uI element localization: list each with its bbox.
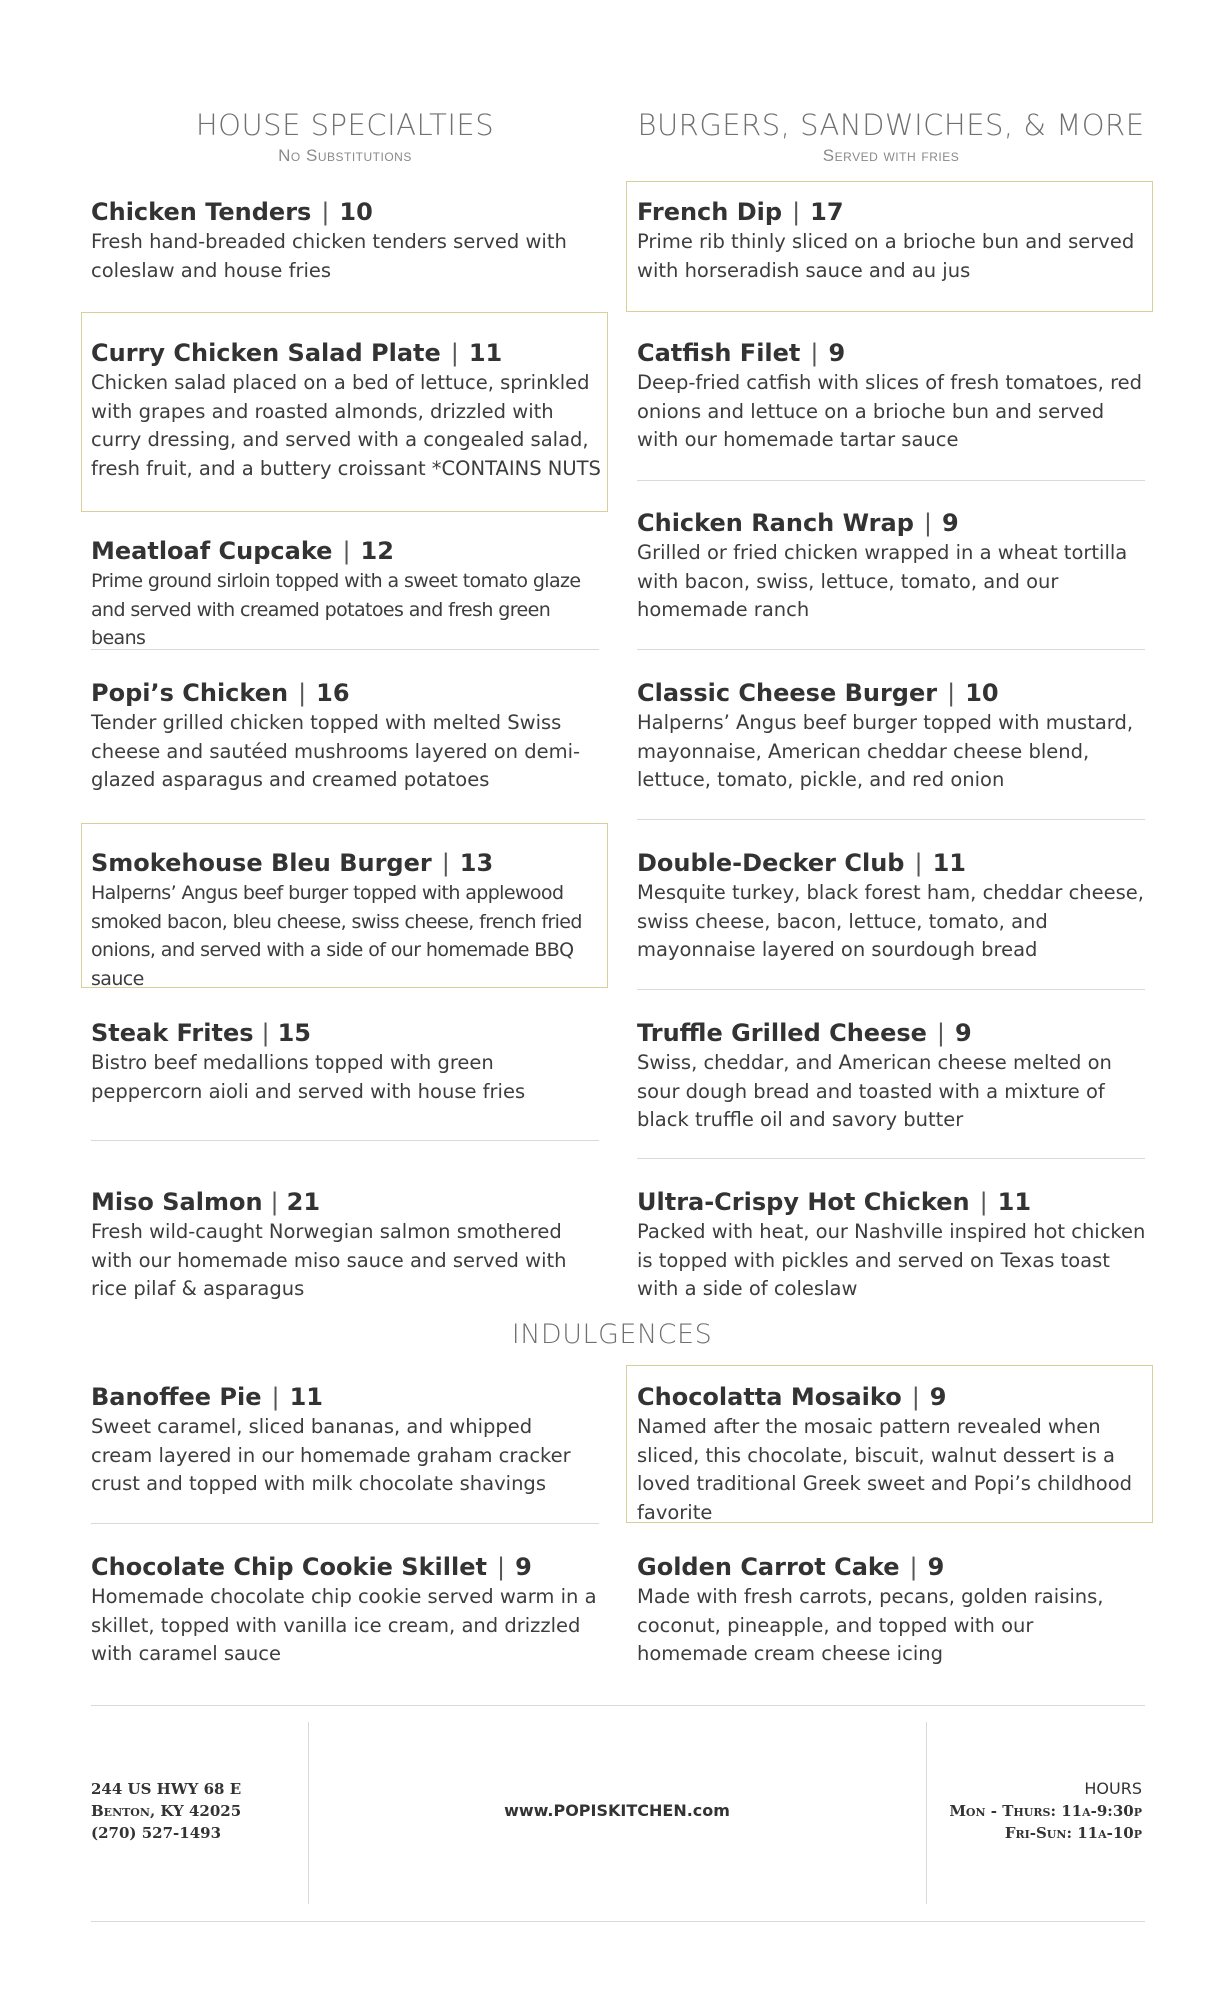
burgers-subtitle: Served with fries [822,146,960,165]
item-description: Halperns’ Angus beef burger topped with applewood smoked bacon, bleu cheese, swiss cheese, french fried onions, and served with a side of our homemade BBQ sauce [91,882,582,990]
hours-weekday: Mon - Thurs: 11a-9:30p [949,1802,1142,1820]
menu-item-ultra-crispy-hot-chicken: Ultra-Crispy Hot Chicken | 11 Packed with heat, our Nashville inspired hot chicken is topped with pickles and served on Texas toast with a side of coleslaw [637,1188,1149,1304]
divider [91,1523,599,1524]
phone-number: (270) 527-1493 [91,1824,222,1842]
item-price: 11 [997,1188,1032,1216]
item-price: 17 [810,198,844,226]
menu-item-smokehouse-bleu-burger: Smokehouse Bleu Burger | 13 Halperns’ Angus beef burger topped with applewood smoked bacon, bleu cheese, swiss cheese, french fried onions, and served with a side of our homemade BBQ sauce [91,849,606,993]
item-description: Swiss, cheddar, and American cheese melted on sour dough bread and toasted with a mixture of black truffle oil and savory butter [637,1051,1112,1131]
address-line-2: Benton, KY 42025 [91,1802,242,1820]
item-price: 9 [927,1553,945,1581]
item-description: Prime rib thinly sliced on a brioche bun and served with horseradish sauce and au jus [637,230,1135,282]
menu-item-chicken-ranch-wrap: Chicken Ranch Wrap | 9 Grilled or fried chicken wrapped in a wheat tortilla with bacon, swiss, lettuce, tomato, and our homemade ranch [637,509,1145,625]
menu-item-chicken-tenders: Chicken Tenders | 10 Fresh hand-breaded chicken tenders served with coleslaw and house fries [91,198,601,285]
item-price: 16 [316,679,350,707]
item-name: Banoffee Pie [91,1383,262,1411]
hours-title: HOURS [1084,1779,1142,1798]
divider [637,480,1145,481]
menu-item-meatloaf-cupcake: Meatloaf Cupcake | 12 Prime ground sirloin topped with a sweet tomato glaze and served with creamed potatoes and fresh green beans [91,537,606,653]
item-name: Miso Salmon [91,1188,263,1216]
item-description: Deep-fried catfish with slices of fresh tomatoes, red onions and lettuce on a brioche bun and served with our homemade tartar sauce [637,371,1143,451]
item-description: Made with fresh carrots, pecans, golden raisins, coconut, pineapple, and topped with our homemade cream cheese icing [637,1585,1104,1665]
item-name: Catfish Filet [637,339,801,367]
website-link[interactable]: www.POPISKITCHEN.com [504,1801,730,1820]
item-name: Smokehouse Bleu Burger [91,849,432,877]
item-description: Packed with heat, our Nashville inspired hot chicken is topped with pickles and served on Texas toast with a side of coleslaw [637,1220,1146,1300]
divider [91,649,599,650]
item-description: Homemade chocolate chip cookie served warm in a skillet, topped with vanilla ice cream, and drizzled with caramel sauce [91,1585,597,1665]
item-description: Sweet caramel, sliced bananas, and whipped cream layered in our homemade graham cracker crust and topped with milk chocolate shavings [91,1415,571,1495]
divider [637,819,1145,820]
menu-item-double-decker-club: Double-Decker Club | 11 Mesquite turkey, black forest ham, cheddar cheese, swiss cheese, bacon, lettuce, tomato, and mayonnaise layered on sourdough bread [637,849,1149,965]
footer-divider-right [926,1722,927,1904]
item-name: Popi’s Chicken [91,679,289,707]
item-name: Classic Cheese Burger [637,679,938,707]
item-description: Grilled or fried chicken wrapped in a wheat tortilla with bacon, swiss, lettuce, tomato, and our homemade ranch [637,541,1128,621]
item-price: 12 [360,537,394,565]
item-description: Mesquite turkey, black forest ham, cheddar cheese, swiss cheese, bacon, lettuce, tomato, and mayonnaise layered on sourdough bread [637,881,1144,961]
divider [637,1158,1145,1159]
item-name: Steak Frites [91,1019,254,1047]
item-name: Chocolatta Mosaiko [637,1383,902,1411]
item-name: French Dip [637,198,783,226]
item-description: Chicken salad placed on a bed of lettuce, sprinkled with grapes and roasted almonds, drizzled with curry dressing, and served with a congealed salad, fresh fruit, and a buttery croissant *CONTAINS NUTS [91,371,601,480]
footer-bottom-rule [91,1921,1145,1922]
footer-address-block [91,1778,241,1844]
house-specialties-title: HOUSE SPECIALTIES [195,108,495,142]
divider [91,1140,599,1141]
divider [637,649,1145,650]
menu-item-french-dip: French Dip | 17 Prime rib thinly sliced on a brioche bun and served with horseradish sauce and au jus [637,198,1149,285]
item-price: 13 [459,849,494,877]
item-price: 10 [965,679,999,707]
item-price: 21 [286,1188,321,1216]
burgers-title: BURGERS, SANDWICHES, & MORE [637,108,1145,142]
menu-item-miso-salmon: Miso Salmon | 21 Fresh wild-caught Norwegian salmon smothered with our homemade miso sauce and served with rice pilaf & asparagus [91,1188,599,1304]
divider [637,989,1145,990]
item-price: 9 [941,509,959,537]
item-price: 11 [468,339,503,367]
address-line-1: 244 US HWY 68 E [91,1780,242,1798]
menu-item-truffle-grilled-cheese: Truffle Grilled Cheese | 9 Swiss, cheddar, and American cheese melted on sour dough bread and toasted with a mixture of black truffle oil and savory butter [637,1019,1145,1135]
item-price: 15 [277,1019,312,1047]
menu-item-cookie-skillet: Chocolate Chip Cookie Skillet | 9 Homemade chocolate chip cookie served warm in a skillet, topped with vanilla ice cream, and drizzled with caramel sauce [91,1553,599,1669]
item-name: Chocolate Chip Cookie Skillet [91,1553,487,1581]
item-description: Named after the mosaic pattern revealed when sliced, this chocolate, biscuit, walnut dessert is a loved traditional Greek sweet and Popi’s childhood favorite [637,1415,1133,1524]
item-name: Chicken Ranch Wrap [637,509,914,537]
item-price: 9 [515,1553,532,1581]
item-description: Fresh hand-breaded chicken tenders served with coleslaw and house fries [91,230,567,282]
menu-item-steak-frites: Steak Frites | 15 Bistro beef medallions topped with green peppercorn aioli and served with house fries [91,1019,599,1106]
item-name: Golden Carrot Cake [637,1553,900,1581]
item-price: 9 [955,1019,972,1047]
menu-item-popis-chicken: Popi’s Chicken | 16 Tender grilled chicken topped with melted Swiss cheese and sautéed mushrooms layered on demi-glazed asparagus and creamed potatoes [91,679,599,795]
menu-item-chocolatta-mosaiko: Chocolatta Mosaiko | 9 Named after the mosaic pattern revealed when sliced, this chocolate, biscuit, walnut dessert is a loved traditional Greek sweet and Popi’s childhood favorite [637,1383,1149,1527]
item-price: 9 [828,339,846,367]
menu-item-catfish-filet: Catfish Filet | 9 Deep-fried catfish with slices of fresh tomatoes, red onions and lettuce on a brioche bun and served with our homemade tartar sauce [637,339,1145,455]
hours-weekend: Fri-Sun: 11a-10p [1004,1824,1142,1842]
menu-item-golden-carrot-cake: Golden Carrot Cake | 9 Made with fresh carrots, pecans, golden raisins, coconut, pineapple, and topped with our homemade cream cheese icing [637,1553,1149,1669]
item-name: Curry Chicken Salad Plate [91,339,441,367]
item-name: Chicken Tenders [91,198,312,226]
item-description: Fresh wild-caught Norwegian salmon smothered with our homemade miso sauce and served with rice pilaf & asparagus [91,1220,567,1300]
menu-item-banoffee-pie: Banoffee Pie | 11 Sweet caramel, sliced bananas, and whipped cream layered in our homemade graham cracker crust and topped with milk chocolate shavings [91,1383,599,1499]
item-description: Bistro beef medallions topped with green peppercorn aioli and served with house fries [91,1051,526,1103]
item-price: 10 [339,198,373,226]
item-description: Halperns’ Angus beef burger topped with mustard, mayonnaise, American cheddar cheese blend, lettuce, tomato, pickle, and red onion [637,711,1134,791]
item-name: Truffle Grilled Cheese [637,1019,927,1047]
indulgences-title: INDULGENCES [511,1319,713,1350]
item-price: 9 [929,1383,947,1411]
item-name: Ultra-Crispy Hot Chicken [637,1188,970,1216]
item-description: Tender grilled chicken topped with melted Swiss cheese and sautéed mushrooms layered on demi-glazed asparagus and creamed potatoes [91,711,581,791]
menu-item-classic-cheese-burger: Classic Cheese Burger | 10 Halperns’ Angus beef burger topped with mustard, mayonnaise, American cheddar cheese blend, lettuce, tomato, pickle, and red onion [637,679,1149,795]
menu-item-curry-chicken-salad: Curry Chicken Salad Plate | 11 Chicken salad placed on a bed of lettuce, sprinkled with grapes and roasted almonds, drizzled with curry dressing, and served with a congealed salad, fresh fruit, and a buttery croissant *CONTAINS NUTS [91,339,601,483]
hours-block [949,1778,1142,1844]
item-name: Meatloaf Cupcake [91,537,333,565]
item-description: Prime ground sirloin topped with a sweet tomato glaze and served with creamed potatoes and fresh green beans [91,570,581,649]
item-price: 11 [932,849,966,877]
item-name: Double-Decker Club [637,849,905,877]
item-price: 11 [289,1383,324,1411]
footer-top-rule [91,1705,1145,1706]
house-specialties-subtitle: No Substitutions [278,146,412,165]
